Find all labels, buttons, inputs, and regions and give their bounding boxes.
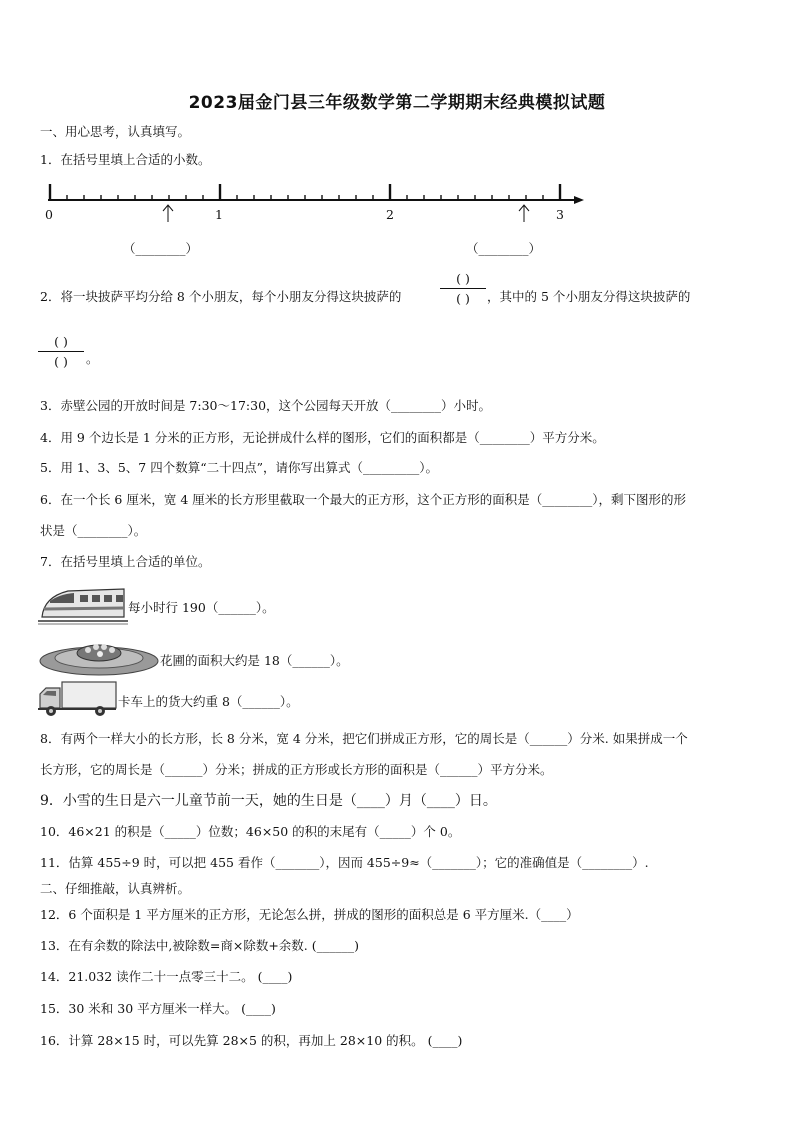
section-2-heading: 二、仔细推敲，认真辨析。	[40, 881, 191, 896]
question-3: 3．赤壁公园的开放时间是 7:30～17:30，这个公园每天开放（________）小时。	[40, 398, 492, 413]
question-11: 11．估算 455÷9 时，可以把 455 看作（_______），因而 455÷9≈（_______）；它的准确值是（________）.	[40, 855, 649, 870]
question-12: 12．6 个面积是 1 平方厘米的正方形，无论怎么拼，拼成的图形的面积总是 6 平方厘米.（____）	[40, 907, 579, 922]
question-15: 15．30 米和 30 平方厘米一样大。 (____)	[40, 1001, 276, 1016]
page-title: 2023届金门县三年级数学第二学期期末经典模拟试题	[188, 93, 606, 113]
fraction-numerator: ( )	[54, 334, 68, 349]
question-2: 2．将一块披萨平均分给 8 个小朋友，每个小朋友分得这块披萨的	[40, 289, 402, 304]
question-13: 13．在有余数的除法中,被除数=商×除数+余数. (______)	[40, 938, 360, 953]
section-1-heading: 一、用心思考，认真填写。	[40, 124, 191, 139]
question-5: 5．用 1、3、5、7 四个数算“二十四点”，请你写出算式（_________）。	[40, 460, 438, 475]
train-speed-question: 每小时行 190（______）。	[128, 600, 275, 615]
truck-weight-question: 卡车上的货大约重 8（______）。	[118, 694, 299, 709]
answer-blank-left[interactable]: （________）	[123, 241, 199, 256]
fraction-denominator: ( )	[456, 291, 470, 306]
question-1: 1．在括号里填上合适的小数。	[40, 152, 211, 167]
question-9: 9．小雪的生日是六一儿童节前一天，她的生日是（____）月（____）日。	[40, 793, 497, 809]
fraction-numerator: ( )	[456, 271, 470, 286]
question-2-continued: ，其中的 5 个小朋友分得这块披萨的	[487, 289, 691, 304]
question-7: 7．在括号里填上合适的单位。	[40, 554, 211, 569]
number-line	[40, 178, 590, 228]
tick-label-3: 3	[556, 207, 564, 222]
question-2-end: 。	[86, 351, 99, 366]
question-16: 16．计算 28×15 时，可以先算 28×5 的积，再加上 28×10 的积。 (____)	[40, 1033, 463, 1048]
question-10: 10．46×21 的积是（_____）位数；46×50 的积的末尾有（_____）个 0。	[40, 824, 461, 839]
tick-label-0: 0	[45, 207, 53, 222]
question-6-line-1: 6．在一个长 6 厘米，宽 4 厘米的长方形里截取一个最大的正方形，这个正方形的面积是（________），剩下图形的形	[40, 492, 687, 507]
fraction-denominator: ( )	[54, 354, 68, 369]
question-8-line-1: 8．有两个一样大小的长方形，长 8 分米，宽 4 分米，把它们拼成正方形，它的周长是（______）分米. 如果拼成一个	[40, 731, 688, 746]
train-icon	[38, 583, 128, 627]
fraction-blank-1[interactable]	[440, 271, 486, 306]
truck-icon	[38, 680, 118, 718]
answer-blank-right[interactable]: （________）	[466, 241, 542, 256]
tick-label-1: 1	[215, 207, 223, 222]
question-6-line-2: 状是（________）。	[40, 523, 147, 538]
flower-bed-icon	[38, 635, 160, 677]
fraction-blank-2[interactable]	[38, 334, 84, 369]
question-14: 14．21.032 读作二十一点零三十二。 (____)	[40, 969, 293, 984]
question-8-line-2: 长方形，它的周长是（______）分米；拼成的正方形或长方形的面积是（______）平方分米。	[40, 762, 553, 777]
question-4: 4．用 9 个边长是 1 分米的正方形，无论拼成什么样的图形，它们的面积都是（________）平方分米。	[40, 430, 605, 445]
garden-area-question: 花圃的面积大约是 18（______）。	[160, 653, 349, 668]
tick-label-2: 2	[386, 207, 394, 222]
